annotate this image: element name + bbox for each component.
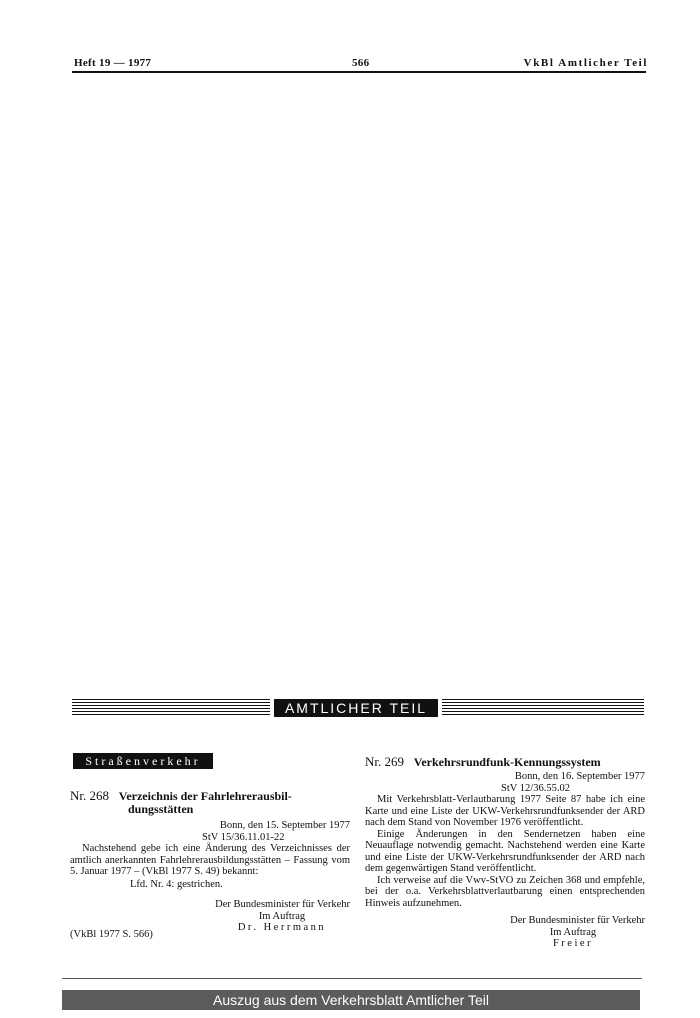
footer-rule [62, 978, 642, 979]
band-lines-right [442, 699, 644, 717]
page-number: 566 [352, 57, 370, 69]
band-title: AMTLICHER TEIL [274, 699, 438, 717]
place-date: Bonn, den 16. September 1977 [514, 771, 645, 782]
header-issue: Heft 19 — 1977 [74, 57, 152, 69]
signature-name: Dr. Herrmann [237, 922, 327, 933]
reference: StV 15/36.11.01-22 [202, 831, 285, 843]
article-number: Nr. 268 [70, 788, 109, 803]
signature-order: Im Auftrag [549, 926, 597, 938]
reference: StV 12/36.55.02 [501, 782, 570, 794]
header-rule [72, 71, 646, 73]
article-title: Verzeichnis der Fahrlehrerausbil- [118, 789, 292, 803]
section-tag: Straßenverkehr [73, 753, 213, 769]
article-title-cont: dungsstätten [128, 802, 194, 816]
signature-authority: Der Bundesminister für Verkehr [510, 915, 645, 926]
body-text: Nachstehend gebe ich eine Änderung des Verzeichnisses der amtlich anerkannten Fahrlehrerausbildungsstätten – Fassung vom 5. Januar 1977 – (VkBl 1977 S. 49) bekannt: [70, 843, 350, 877]
paragraph-2: Einige Änderungen in den Sendernetzen haben eine Neuauflage notwendig gemacht. Nachstehend werden eine Karte und eine Liste der UKW-Verkehrsrundfunksender der ARD nach dem gegenwärtigen Stand veröffentlicht. [365, 828, 645, 874]
paragraph-1: Mit Verkehrsblatt-Verlautbarung 1977 Seite 87 habe ich eine Karte und eine Liste der UKW-Verkehrsrundfunksender der ARD nach dem Stand von November 1976 veröffentlicht. [365, 794, 645, 828]
signature-order: Im Auftrag [258, 910, 306, 922]
article-number: Nr. 269 [365, 754, 404, 769]
place-date: Bonn, den 15. September 1977 [219, 820, 350, 831]
header-journal: VkBl Amtlicher Teil [523, 57, 648, 69]
signature-name: Freier [552, 938, 594, 949]
band-lines-left [72, 699, 270, 717]
signature-authority: Der Bundesminister für Verkehr [215, 899, 350, 910]
article-268 [70, 789, 350, 934]
footer-banner: Auszug aus dem Verkehrsblatt Amtlicher Teil [62, 990, 640, 1010]
list-item: Lfd. Nr. 4: gestrichen. [130, 878, 223, 890]
article-title: Verkehrsrundfunk-Kennungssystem [413, 755, 601, 769]
citation: (VkBl 1977 S. 566) [70, 929, 153, 940]
paragraph-3: Ich verweise auf die Vwv-StVO zu Zeichen 368 und empfehle, bei der o.a. Verkehrsblattverlautbarung einen entsprechenden Hinweis aufzunehmen. [365, 874, 645, 909]
article-269 [365, 755, 645, 950]
